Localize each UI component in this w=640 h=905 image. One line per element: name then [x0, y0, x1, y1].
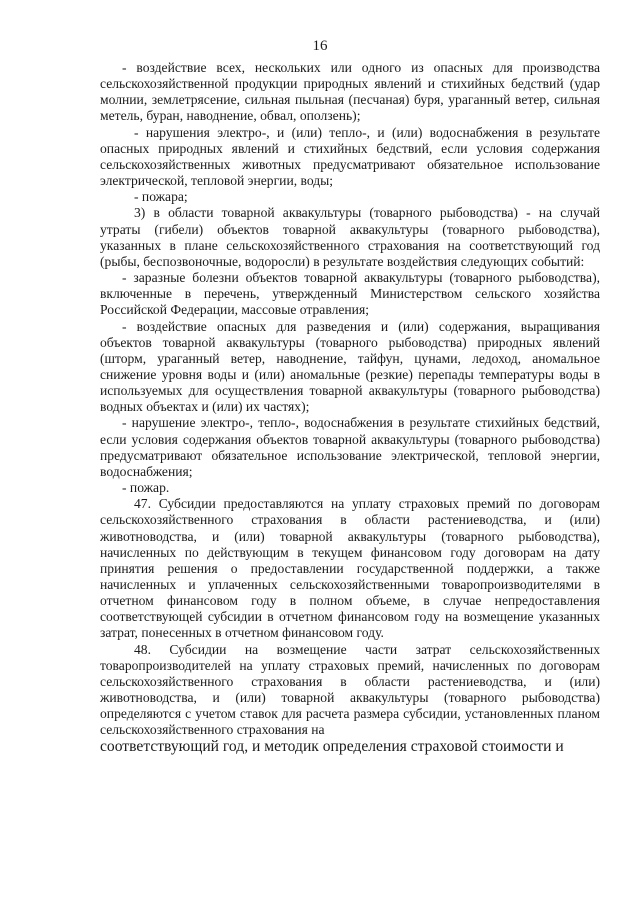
document-body — [100, 60, 600, 755]
paragraph-aquaculture-hazards: - воздействие опасных для разведения и (или) содержания, выращивания объектов товарной аквакультуры (товарного рыбоводства) природных явлений (шторм, ураганный ветер, наводнение, тайфун, цунами, ледоход, аномальное снижение уровня воды и (или) аномальные (резкие) перепады температуры воды в используемых для осуществления товарной аквакультуры (товарного рыбоводства) водных объектах и (или) их частях); — [100, 318, 600, 415]
paragraph-aquaculture-fire: - пожар. — [122, 480, 170, 496]
paragraph-48: 48. Субсидии на возмещение части затрат сельскохозяйственных товаропроизводителей на уплату страховых премий, начисленных по договорам сельскохозяйственного страхования в области растениеводства, и (или) животноводства, и (или) товарной аквакультуры (товарного рыбоводства) определяются с учетом ставок для расчета размера субсидии, установленных планом сельскохозяйственного страхования на — [100, 641, 600, 738]
paragraph-47: 47. Субсидии предоставляются на уплату страховых премий по договорам сельскохозяйственного страхования в области растениеводства, и (или) животноводства, и (или) товарной аквакультуры (товарного рыбоводства), начисленных по действующим в текущем финансовом году договорам на дату принятия решения о предоставлении государственной поддержки, а также начисленных и уплаченных сельскохозяйственными товаропроизводителями в отчетном финансовом году в полном объеме, в случае непредоставления соответствующей субсидии в отчетном финансовом году на возмещение указанных затрат, понесенных в отчетном финансовом году. — [100, 496, 600, 641]
paragraph-aquaculture: 3) в области товарной аквакультуры (товарного рыбоводства) - на случай утраты (гибели) объектов товарной аквакультуры (товарного рыбоводства), указанных в плане сельскохозяйственного страхования на соответствующий год (рыбы, беспозвоночные, водоросли) в результате воздействия следующих событий: — [100, 205, 600, 269]
paragraph-natural-hazards: - воздействие всех, нескольких или одного из опасных для производства сельскохозяйственной продукции природных явлений и стихийных бедствий (удар молнии, землетрясение, сильная пыльная (песчаная) буря, ураганный ветер, сильная метель, буран, наводнение, обвал, оползень); — [100, 60, 600, 124]
page-number: 16 — [312, 38, 328, 54]
paragraph-48-continuation: соответствующий год, и методик определения страховой стоимости и — [100, 737, 564, 755]
paragraph-diseases: - заразные болезни объектов товарной аквакультуры (товарного рыбоводства), включенные в перечень, утвержденный Министерством сельского хозяйства Российской Федерации, массовые отравления; — [100, 270, 600, 318]
paragraph-power-supply: - нарушения электро-, и (или) тепло-, и (или) водоснабжения в результате опасных природных явлений и стихийных бедствий, если условия содержания сельскохозяйственных животных предусматривают обязательное использование электрической, тепловой энергии, воды; — [100, 124, 600, 189]
paragraph-aquaculture-power: - нарушение электро-, тепло-, водоснабжения в результате стихийных бедствий, если условия содержания объектов товарной аквакультуры (товарного рыбоводства) предусматривают обязательное использование электрической, тепловой энергии, водоснабжения; — [100, 415, 600, 479]
paragraph-fire: - пожара; — [134, 189, 188, 205]
